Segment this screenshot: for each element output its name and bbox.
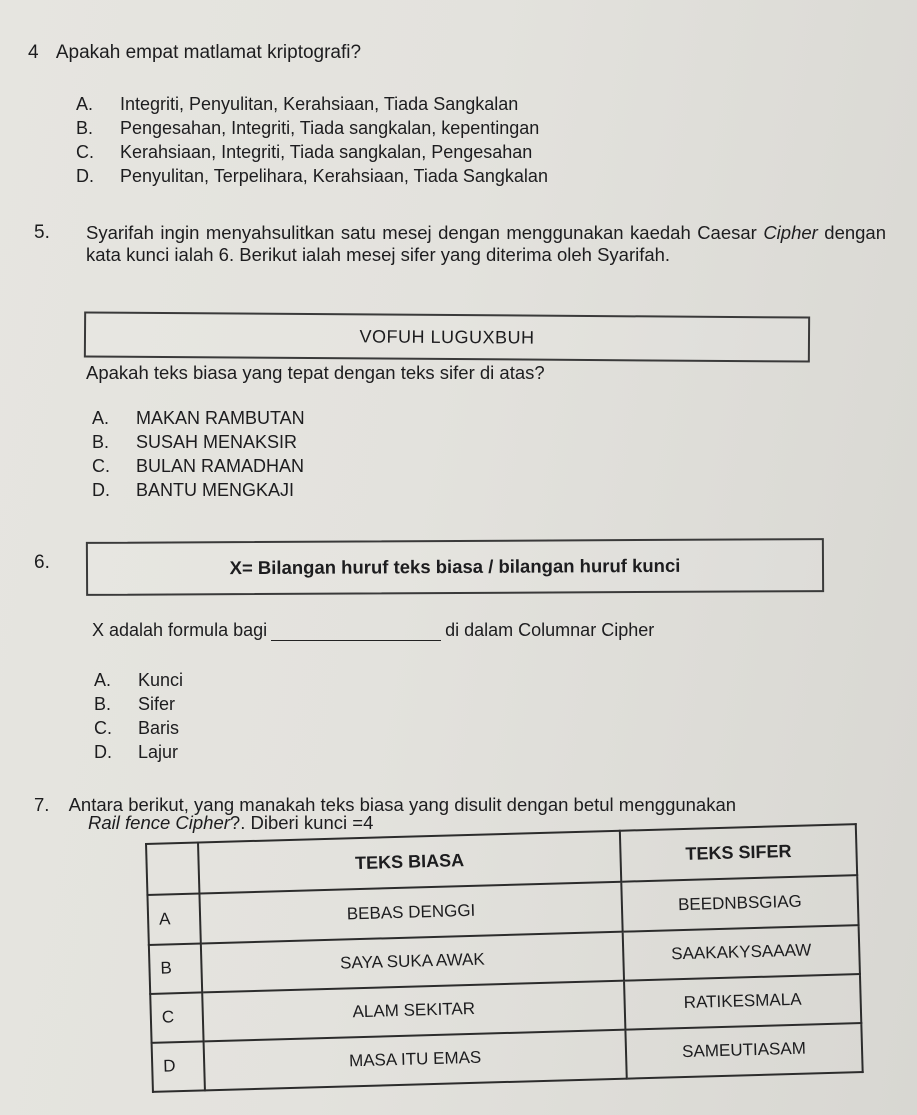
q5-option-c[interactable] xyxy=(92,456,304,477)
option-text: MAKAN RAMBUTAN xyxy=(136,408,305,428)
option-letter: D. xyxy=(92,480,110,500)
question-7-line2 xyxy=(88,812,373,834)
option-letter: A. xyxy=(92,408,110,428)
table-header-empty xyxy=(146,843,199,896)
question-number-6: 6. xyxy=(34,552,50,573)
question-5-text xyxy=(86,222,886,266)
q4-option-a[interactable] xyxy=(76,94,518,115)
option-text: Integriti, Penyulitan, Kerahsiaan, Tiada Sangkalan xyxy=(120,94,519,114)
q5-option-b[interactable] xyxy=(92,432,297,453)
option-letter: A. xyxy=(94,670,112,690)
q5-option-d[interactable] xyxy=(92,480,294,501)
option-text: Baris xyxy=(138,718,180,738)
option-text: Pengesahan, Integriti, Tiada sangkalan, kepentingan xyxy=(120,118,540,138)
option-letter: A. xyxy=(76,94,94,114)
row-label: C xyxy=(150,992,203,1043)
cipher-text: VOFUH LUGUXBUH xyxy=(359,325,535,348)
option-letter: D. xyxy=(76,166,94,186)
option-text: Kerahsiaan, Integriti, Tiada sangkalan, Pengesahan xyxy=(120,142,533,162)
q7-line1-text: Antara berikut, yang manakah teks biasa yang disulit dengan betul menggunakan xyxy=(68,794,737,815)
row-ciphertext: RATIKESMALA xyxy=(624,974,861,1030)
q6-option-d[interactable] xyxy=(94,742,178,763)
option-text: BANTU MENGKAJI xyxy=(136,480,295,500)
question-4 xyxy=(28,42,361,64)
q7-line2-italic: Rail fence Cipher xyxy=(88,812,230,833)
table-header-plaintext: TEKS BIASA xyxy=(198,831,621,894)
option-letter: D. xyxy=(94,742,112,762)
option-text: Lajur xyxy=(138,742,179,762)
option-letter: B. xyxy=(76,118,94,138)
cipher-text-box xyxy=(84,311,810,362)
option-text: BULAN RAMADHAN xyxy=(136,456,305,476)
q5-text-part1: Syarifah ingin menyahsulitkan satu mesej dengan menggunakan kaedah Caesar xyxy=(86,222,757,243)
option-text: SUSAH MENAKSIR xyxy=(136,432,298,452)
formula-box xyxy=(86,538,824,596)
row-label: A xyxy=(147,894,200,945)
option-text: Sifer xyxy=(138,694,176,714)
row-ciphertext: SAMEUTIASAM xyxy=(625,1023,862,1079)
q5-text-part2: dengan kata kunci ialah 6. Berikut ialah mesej sifer yang diterima oleh Syarifah. xyxy=(86,222,887,265)
option-text: Penyulitan, Terpelihara, Kerahsiaan, Tiada Sangkalan xyxy=(120,166,548,186)
table-header-ciphertext: TEKS SIFER xyxy=(620,824,857,882)
stem-after: di dalam Columnar Cipher xyxy=(445,620,655,640)
q6-option-a[interactable] xyxy=(94,670,183,691)
row-label: B xyxy=(149,943,202,994)
question-5-prompt: Apakah teks biasa yang tepat dengan teks sifer di atas? xyxy=(86,362,545,383)
option-letter: C. xyxy=(76,142,94,162)
q6-option-b[interactable] xyxy=(94,694,175,715)
row-plaintext: MASA ITU EMAS xyxy=(204,1029,627,1090)
option-letter: B. xyxy=(92,432,110,452)
formula-text: X= Bilangan huruf teks biasa / bilangan huruf kunci xyxy=(229,554,681,579)
q4-option-b[interactable] xyxy=(76,118,539,139)
q5-option-a[interactable] xyxy=(92,408,305,429)
option-text: Kunci xyxy=(138,670,184,690)
stem-before: X adalah formula bagi xyxy=(92,620,268,640)
q6-option-c[interactable] xyxy=(94,718,179,739)
question-6-stem xyxy=(92,620,654,641)
row-plaintext: SAYA SUKA AWAK xyxy=(201,931,624,992)
row-ciphertext: BEEDNBSGIAG xyxy=(621,876,858,932)
q4-option-d[interactable] xyxy=(76,166,548,187)
question-number: 7. xyxy=(34,794,50,815)
rail-fence-table xyxy=(145,823,864,1093)
row-plaintext: ALAM SEKITAR xyxy=(202,980,625,1041)
option-letter: C. xyxy=(94,718,112,738)
question-number: 4 xyxy=(28,42,39,63)
option-letter: B. xyxy=(94,694,112,714)
question-number-5: 5. xyxy=(34,222,50,243)
row-ciphertext: SAAKAKYSAAAW xyxy=(623,925,860,981)
question-text: Apakah empat matlamat kriptografi? xyxy=(55,42,362,63)
row-plaintext: BEBAS DENGGI xyxy=(199,882,622,943)
option-letter: C. xyxy=(92,456,110,476)
answer-blank xyxy=(271,640,441,641)
q4-option-c[interactable] xyxy=(76,142,532,163)
q7-line2-rest: ?. Diberi kunci =4 xyxy=(229,812,374,833)
row-label: D xyxy=(152,1041,205,1092)
q5-text-italic: Cipher xyxy=(763,222,818,243)
